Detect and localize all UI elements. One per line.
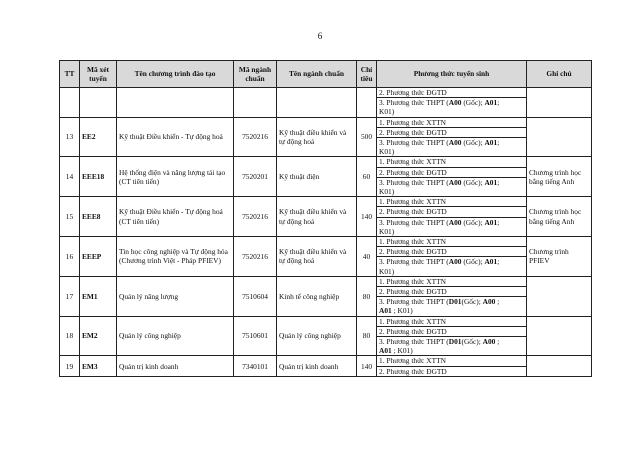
cell-note <box>527 316 592 356</box>
cell-major-code: 7510604 <box>234 276 277 316</box>
cell-major-code: 7510601 <box>234 316 277 356</box>
table-row <box>60 276 592 316</box>
table-row <box>60 88 592 118</box>
method-line: 2. Phương thức ĐGTD <box>377 326 526 336</box>
header-ten-nganh: Tên ngành chuẩn <box>277 61 357 88</box>
cell-code: EM3 <box>80 356 117 376</box>
cell-code <box>80 88 117 118</box>
cell-major-code: 7520201 <box>234 157 277 197</box>
table-row <box>60 117 592 157</box>
cell-program: Hệ thống điện và năng lượng tái tạo (CT tiên tiến) <box>117 157 234 197</box>
cell-code: EM1 <box>80 276 117 316</box>
cell-quota: 80 <box>357 316 377 356</box>
cell-methods <box>377 117 527 157</box>
header-tt: TT <box>60 61 80 88</box>
cell-major-name: Kỹ thuật điều khiển và tự động hoá <box>277 237 357 277</box>
admission-table <box>59 60 592 377</box>
cell-methods <box>377 316 527 356</box>
method-line: 2. Phương thức ĐGTD <box>379 88 447 97</box>
cell-major-name <box>277 88 357 118</box>
method-line: 2. Phương thức ĐGTD <box>377 127 526 137</box>
cell-code: EEE8 <box>80 197 117 237</box>
cell-note: Chương trình PFIEV <box>527 237 592 277</box>
cell-code: EEEP <box>80 237 117 277</box>
cell-tt: 18 <box>60 316 80 356</box>
cell-note <box>527 117 592 157</box>
method-line: K01) <box>379 226 395 236</box>
cell-tt: 16 <box>60 237 80 277</box>
cell-quota: 140 <box>357 197 377 237</box>
method-line: 1. Phương thức XTTN <box>379 237 446 247</box>
header-ma-xet-tuyen: Mã xét tuyển <box>80 61 117 88</box>
method-line: 2. Phương thức ĐGTD <box>377 206 526 216</box>
method-line: 3. Phương thức THPT (A00 (Gốc); A01; <box>377 137 526 147</box>
method-line: A01 ; K01) <box>379 346 413 356</box>
cell-code: EM2 <box>80 316 117 356</box>
cell-tt: 15 <box>60 197 80 237</box>
header-chi-tieu: Chỉ tiêu <box>357 61 377 88</box>
cell-quota: 500 <box>357 117 377 157</box>
header-ma-nganh: Mã ngành chuẩn <box>234 61 277 88</box>
cell-methods <box>377 237 527 277</box>
method-line: 1. Phương thức XTTN <box>379 117 446 127</box>
method-line: 2. Phương thức ĐGTD <box>377 366 526 376</box>
method-line: K01) <box>379 107 395 117</box>
cell-major-name: Quản lý công nghiệp <box>277 316 357 356</box>
method-line: 1. Phương thức XTTN <box>379 316 446 326</box>
cell-major-code: 7520216 <box>234 197 277 237</box>
cell-quota <box>357 88 377 118</box>
table-row <box>60 157 592 197</box>
cell-methods <box>377 356 527 376</box>
cell-note: Chương trình học bằng tiếng Anh <box>527 197 592 237</box>
header-row <box>60 61 592 88</box>
cell-program: Quản trị kinh doanh <box>117 356 234 376</box>
method-line: 3. Phương thức THPT (A00 (Gốc); A01; <box>377 217 526 227</box>
cell-major-name: Quản trị kinh doanh <box>277 356 357 376</box>
method-line: 3. Phương thức THPT (D01(Gốc); A00 ; <box>377 336 526 346</box>
cell-major-code: 7340101 <box>234 356 277 376</box>
method-line: 2. Phương thức ĐGTD <box>377 286 526 296</box>
method-line: 1. Phương thức XTTN <box>379 197 446 207</box>
cell-program: Kỹ thuật Điều khiển - Tự động hoá <box>117 117 234 157</box>
cell-major-name: Kỹ thuật điều khiển và tự động hoá <box>277 117 357 157</box>
cell-tt: 17 <box>60 276 80 316</box>
cell-major-code: 7520216 <box>234 117 277 157</box>
header-ten-chuong-trinh: Tên chương trình đào tạo <box>117 61 234 88</box>
cell-note <box>527 276 592 316</box>
cell-tt <box>60 88 80 118</box>
cell-code: EE2 <box>80 117 117 157</box>
cell-quota: 80 <box>357 276 377 316</box>
table-row <box>60 237 592 277</box>
method-line: 2. Phương thức ĐGTD <box>377 167 526 177</box>
method-line: 1. Phương thức XTTN <box>379 276 446 286</box>
table-body <box>60 88 592 377</box>
cell-program: Kỹ thuật Điều khiển - Tự động hoá (CT tiên tiến) <box>117 197 234 237</box>
cell-note: Chương trình học bằng tiếng Anh <box>527 157 592 197</box>
method-line: 3. Phương thức THPT (D01(Gốc); A00 ; <box>377 296 526 306</box>
cell-major-code: 7520216 <box>234 237 277 277</box>
method-line: 1. Phương thức XTTN <box>379 356 446 366</box>
cell-note <box>527 356 592 376</box>
cell-tt: 13 <box>60 117 80 157</box>
table-row <box>60 197 592 237</box>
method-line: 1. Phương thức XTTN <box>379 157 446 167</box>
cell-methods <box>377 276 527 316</box>
cell-code: EEE18 <box>80 157 117 197</box>
table-row <box>60 316 592 356</box>
cell-methods <box>377 197 527 237</box>
table-row <box>60 356 592 376</box>
cell-note <box>527 88 592 118</box>
page-number: 6 <box>317 31 323 41</box>
header-ghi-chu: Ghi chú <box>527 61 592 88</box>
cell-major-code <box>234 88 277 118</box>
method-line: K01) <box>379 266 395 276</box>
cell-tt: 14 <box>60 157 80 197</box>
cell-methods <box>377 157 527 197</box>
method-line: 3. Phương thức THPT (A00 (Gốc); A01; <box>377 177 526 187</box>
cell-major-name: Kỹ thuật điện <box>277 157 357 197</box>
cell-tt: 19 <box>60 356 80 376</box>
cell-program: Quản lý công nghiệp <box>117 316 234 356</box>
method-line: K01) <box>379 187 395 197</box>
method-line: K01) <box>379 147 395 157</box>
cell-program <box>117 88 234 118</box>
method-line: 2. Phương thức ĐGTD <box>377 246 526 256</box>
method-line: A01 ; K01) <box>379 306 413 316</box>
method-line: 3. Phương thức THPT (A00 (Gốc); A01; <box>377 256 526 266</box>
cell-quota: 60 <box>357 157 377 197</box>
cell-quota: 40 <box>357 237 377 277</box>
cell-major-name: Kinh tế công nghiệp <box>277 276 357 316</box>
cell-program: Quản lý năng lượng <box>117 276 234 316</box>
method-line: 3. Phương thức THPT (A00 (Gốc); A01; <box>377 97 526 107</box>
cell-quota: 140 <box>357 356 377 376</box>
cell-major-name: Kỹ thuật điều khiển và tự động hoá <box>277 197 357 237</box>
header-phuong-thuc: Phương thức tuyển sinh <box>377 61 527 88</box>
cell-program: Tin học công nghiệp và Tự động hóa (Chương trình Việt - Pháp PFIEV) <box>117 237 234 277</box>
cell-methods <box>377 88 527 118</box>
